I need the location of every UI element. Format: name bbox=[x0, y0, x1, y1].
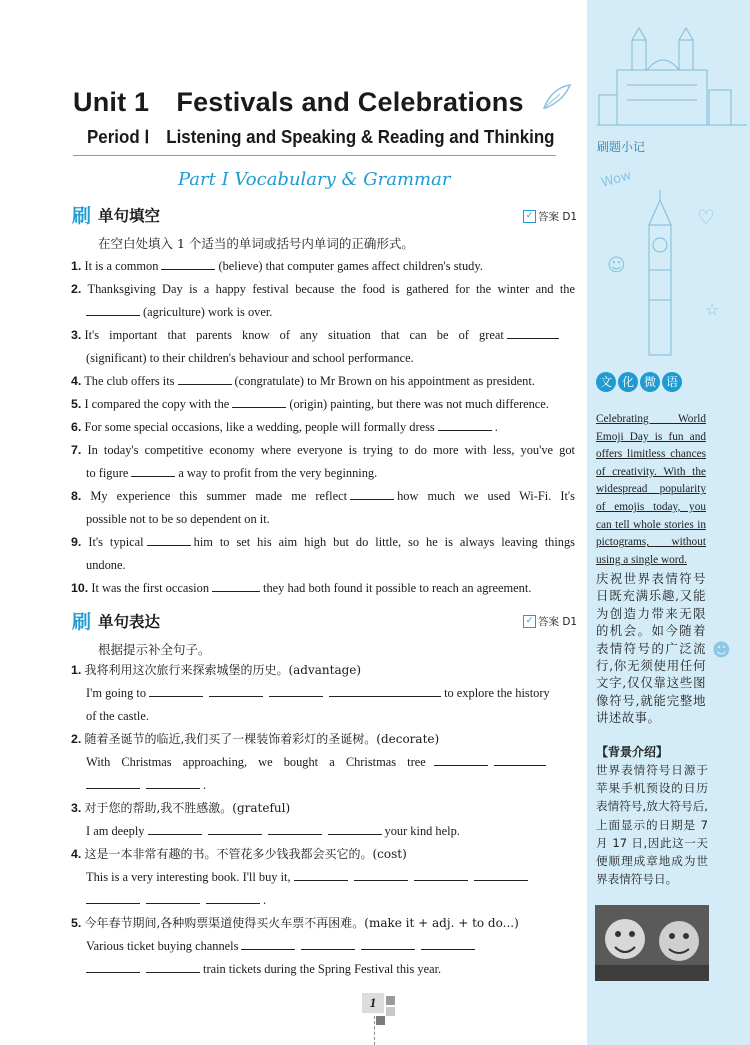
page-decoration bbox=[386, 996, 395, 1005]
answer-blank[interactable] bbox=[131, 462, 175, 477]
page-decoration bbox=[386, 1007, 395, 1016]
answer-blank[interactable] bbox=[301, 935, 355, 950]
section-title-fill-blank: 单句填空 bbox=[98, 207, 161, 225]
answer-blank[interactable] bbox=[206, 889, 260, 904]
answer-blank[interactable] bbox=[212, 577, 260, 592]
section-instruction: 在空白处填入 1 个适当的单词或括号内单词的正确形式。 bbox=[98, 236, 414, 251]
answer-blank[interactable] bbox=[232, 393, 286, 408]
answer-blank[interactable] bbox=[434, 751, 488, 766]
answer-blank[interactable] bbox=[414, 866, 468, 881]
wow-doodle-icon: Wow bbox=[599, 168, 634, 191]
smile-doodle-icon: ☺ bbox=[607, 255, 626, 276]
part-title: Part Ⅰ Vocabulary & Grammar bbox=[178, 169, 451, 190]
header-divider bbox=[73, 155, 556, 156]
answer-blank[interactable] bbox=[178, 370, 232, 385]
answer-blank[interactable] bbox=[86, 774, 140, 789]
question-item: 3. It's important that parents know of any situation that can be of great (significant) to their children's behaviour and school performance. bbox=[71, 324, 575, 370]
culture-corner-badge: 文 化 微 语 bbox=[596, 372, 682, 392]
answer-blank[interactable] bbox=[241, 935, 295, 950]
answer-blank[interactable] bbox=[474, 866, 528, 881]
answer-blank[interactable] bbox=[86, 958, 140, 973]
question-item: 10. It was the first occasion they had both found it possible to reach an agreement. bbox=[71, 577, 575, 600]
answer-blank[interactable] bbox=[421, 935, 475, 950]
answer-blank[interactable] bbox=[294, 866, 348, 881]
answer-blank[interactable] bbox=[329, 682, 441, 697]
question-item: 6. For some special occasions, like a wedding, people will formally dress . bbox=[71, 416, 575, 439]
answer-ref: ✓ 答案 D1 bbox=[523, 614, 577, 629]
answer-blank[interactable] bbox=[208, 820, 262, 835]
background-text: 世界表情符号日源于苹果手机预设的日历表情符号,放大符号后,上面显示的日期是 7 月 17 日,因此这一天便顺理成章地成为世界表情符号日。 bbox=[596, 763, 708, 887]
section-title-expression: 单句表达 bbox=[98, 613, 161, 631]
question-item: 1. 我将利用这次旅行来探索城堡的历史。(advantage) I'm going to to explore the history of the castle. bbox=[71, 663, 550, 723]
answer-blank[interactable] bbox=[350, 485, 394, 500]
page-decoration bbox=[376, 1016, 385, 1025]
answer-blank[interactable] bbox=[146, 889, 200, 904]
check-icon: ✓ bbox=[523, 615, 536, 628]
question-item: 7. In today's competitive economy where everyone is trying to do more with less, you've got to figure a way to profit from the very beginning. bbox=[71, 443, 575, 480]
question-item: 2. Thanksgiving Day is a happy festival because the food is gathered for the winter and the (agriculture) work is over. bbox=[71, 282, 575, 319]
star-doodle-icon: ☆ bbox=[705, 300, 720, 319]
answer-blank[interactable] bbox=[86, 301, 140, 316]
question-item: 9. It's typical him to set his aim high but do little, so he is always leaving things undone. bbox=[71, 531, 575, 577]
answer-blank[interactable] bbox=[86, 889, 140, 904]
answer-blank[interactable] bbox=[494, 751, 546, 766]
question-item: 5. 今年春节期间,各种购票渠道使得买火车票不再困难。(make it + adj. + to do...) Various ticket buying channels train tickets during the Spring Festival this year. bbox=[71, 916, 519, 976]
feather-pen-icon bbox=[540, 82, 574, 112]
answer-blank[interactable] bbox=[146, 958, 200, 973]
heart-doodle-icon: ♡ bbox=[697, 205, 715, 229]
answer-ref: ✓ 答案 D1 bbox=[523, 209, 577, 224]
period-title: Period Ⅰ Listening and Speaking & Reading and Thinking bbox=[87, 127, 555, 147]
answer-blank[interactable] bbox=[438, 416, 492, 431]
question-item: 3. 对于您的帮助,我不胜感激。(grateful) I am deeply your kind help. bbox=[71, 801, 460, 838]
check-icon: ✓ bbox=[523, 210, 536, 223]
brush-badge-icon: 刷 bbox=[72, 611, 92, 633]
answer-blank[interactable] bbox=[149, 682, 203, 697]
answer-blank[interactable] bbox=[354, 866, 408, 881]
question-item: 8. My experience this summer made me reflect how much we used Wi-Fi. It's possible not to be so dependent on it. bbox=[71, 485, 575, 531]
question-item: 4. The club offers its (congratulate) to Mr Brown on his appointment as president. bbox=[71, 370, 575, 393]
question-item: 2. 随着圣诞节的临近,我们买了一棵装饰着彩灯的圣诞树。(decorate) With Christmas approaching, we bought a Christmas tree . bbox=[71, 728, 575, 796]
answer-blank[interactable] bbox=[328, 820, 382, 835]
section-instruction: 根据提示补全句子。 bbox=[98, 642, 211, 657]
emoji-photo-image bbox=[595, 905, 709, 981]
answer-blank[interactable] bbox=[268, 820, 322, 835]
culture-chinese-text: 庆祝世界表情符号日既充满乐趣,又能为创造力带来无限的机会。如今随着表情符号的广泛流行,你无须使用任何文字,仅仅靠这些图像符号,就能完整地讲述故事。 bbox=[596, 571, 706, 726]
question-item: 1. It is a common (believe) that computer games affect children's study. bbox=[71, 255, 575, 278]
unit-title: Unit 1 Festivals and Celebrations bbox=[73, 87, 524, 117]
sidebar-note-label: 刷题小记 bbox=[596, 140, 645, 154]
answer-blank[interactable] bbox=[146, 774, 200, 789]
answer-blank[interactable] bbox=[209, 682, 263, 697]
answer-blank[interactable] bbox=[147, 531, 191, 546]
question-item: 4. 这是一本非常有趣的书。不管花多少钱我都会买它的。(cost) This is a very interesting book. I'll buy it, . bbox=[71, 843, 575, 911]
background-title: 【背景介绍】 bbox=[596, 745, 669, 759]
page-number: 1 bbox=[362, 993, 384, 1013]
answer-blank[interactable] bbox=[161, 255, 215, 270]
question-item: 5. I compared the copy with the (origin) painting, but there was not much difference. bbox=[71, 393, 575, 416]
brush-badge-icon: 刷 bbox=[72, 205, 92, 227]
culture-english-text: Celebrating World Emoji Day is fun and offers limitless chances of creativity. With the widespread popularity of emojis today, you can tell whole stories in pictograms, without using a single word. bbox=[596, 413, 706, 566]
emoji-photo bbox=[595, 905, 709, 981]
page-decoration bbox=[374, 1016, 376, 1045]
sticker-doodle-icon: ☻ bbox=[712, 640, 731, 661]
answer-blank[interactable] bbox=[361, 935, 415, 950]
answer-blank[interactable] bbox=[269, 682, 323, 697]
answer-blank[interactable] bbox=[507, 324, 559, 339]
answer-blank[interactable] bbox=[148, 820, 202, 835]
